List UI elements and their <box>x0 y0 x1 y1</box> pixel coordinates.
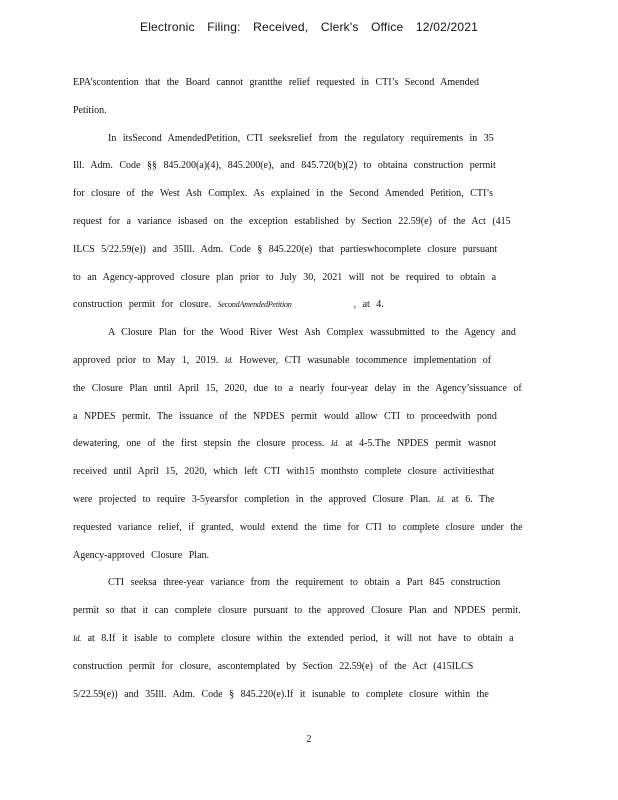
body-line: Agency-approved Closure Plan. <box>73 549 210 561</box>
citation: Id. <box>224 355 233 365</box>
body-line: Petition. <box>73 104 107 116</box>
body-line: In itsSecond AmendedPetition, CTI seeksrelief from the regulatory requirements in 35 <box>108 132 494 144</box>
filing-stamp-header: Electronic Filing: Received, Clerk's Office 12/02/2021 <box>139 20 478 34</box>
body-line: EPA’scontention that the Board cannot grantthe relief requested in CTI’s Second Amended <box>73 77 480 88</box>
body-line: to an Agency-approved closure plan prior to July 30, 2021 will not be required to obtain a <box>73 271 497 283</box>
citation: Id. <box>436 494 445 504</box>
body-line: Id. at 8.If it isable to complete closure within the extended period, it will not have to obtain a <box>73 632 514 644</box>
body-line: Ill. Adm. Code §§ 845.200(a)(4), 845.200(e), and 845.720(b)(2) to obtaina construction permit <box>73 160 496 172</box>
citation: SecondAmendedPetition <box>217 300 292 310</box>
body-line: received until April 15, 2020, which left CTI with15 monthsto complete closure activitiesthat <box>73 466 495 478</box>
body-line: were projected to require 3-5yearsfor completion in the approved Closure Plan. Id. at 6. The <box>73 493 495 505</box>
body-line: construction permit for closure. SecondAmendedPetition , at 4. <box>73 299 384 311</box>
body-line: approved prior to May 1, 2019. Id. However, CTI wasunable tocommence implementation of <box>73 354 492 366</box>
body-line: construction permit for closure, ascontemplated by Section 22.59(e) of the Act (415ILCS <box>73 660 474 672</box>
citation: Id. <box>330 439 339 449</box>
body-line: requested variance relief, if granted, would extend the time for CTI to complete closure under the <box>73 521 523 533</box>
body-line: 5/22.59(e)) and 35Ill. Adm. Code § 845.220(e).If it isunable to complete closure within the <box>73 688 489 700</box>
body-line: ILCS 5/22.59(e)) and 35Ill. Adm. Code § 845.220(e) that partieswhocomplete closure pursuant <box>73 243 498 255</box>
body-line: dewatering, one of the first stepsin the closure process. Id. at 4-5.The NPDES permit wasnot <box>73 438 497 450</box>
body-line: permit so that it can complete closure pursuant to the approved Closure Plan and NPDES permit. <box>73 605 521 617</box>
body-line: CTI seeksa three-year variance from the requirement to obtain a Part 845 construction <box>108 577 501 589</box>
body-line: the Closure Plan until April 15, 2020, due to a nearly four-year delay in the Agency’sissuance of <box>73 382 522 394</box>
body-line: a NPDES permit. The issuance of the NPDES permit would allow CTI to proceedwith pond <box>73 410 497 422</box>
body-line: for closure of the West Ash Complex. As explained in the Second Amended Petition, CTI’s <box>73 188 493 200</box>
citation: Id. <box>73 633 82 643</box>
document-body <box>73 69 543 708</box>
body-line: request for a variance isbased on the exception established by Section 22.59(e) of the Act (415 <box>73 215 511 227</box>
page-number: 2 <box>306 734 312 745</box>
body-line: A Closure Plan for the Wood River West Ash Complex wassubmitted to the Agency and <box>108 327 516 339</box>
